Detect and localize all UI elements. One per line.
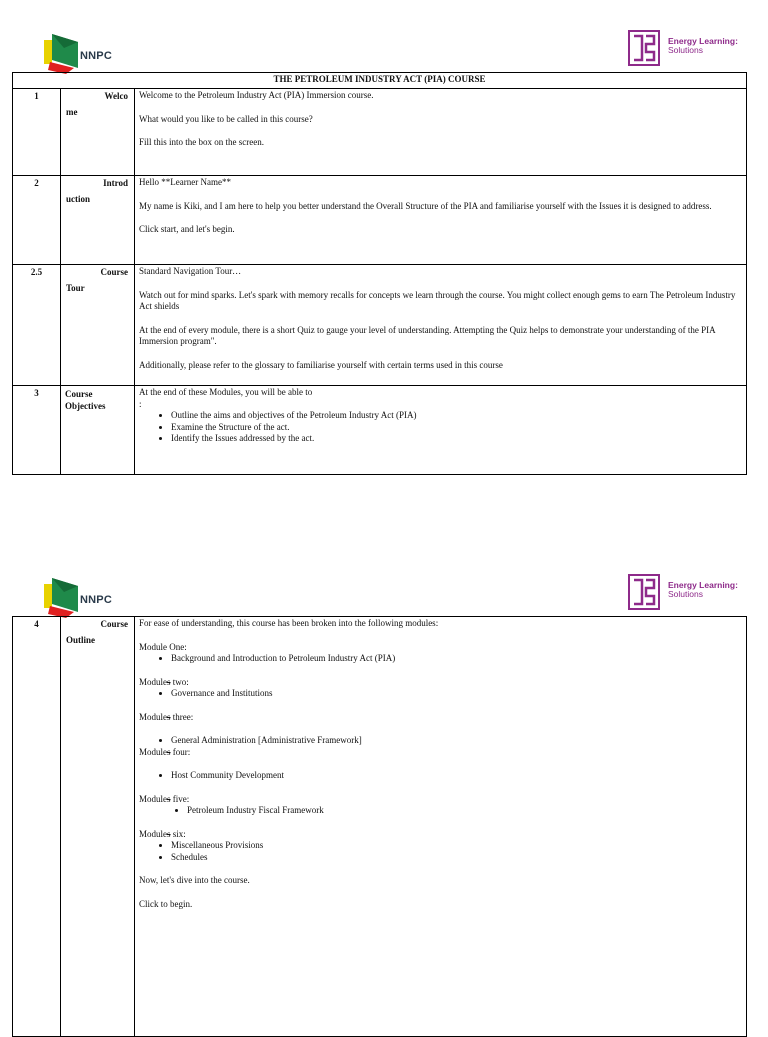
els-logo-line1: Energy Learning: [668, 36, 738, 46]
row-label-line2: me [66, 107, 78, 117]
row-number: 2 [13, 176, 61, 265]
paragraph: What would you like to be called in this course? [139, 113, 313, 124]
module-heading: Modules three: [139, 711, 194, 722]
module-list [139, 770, 742, 782]
row-number: 3 [13, 386, 61, 475]
nnpc-logo [44, 574, 134, 616]
paragraph: Additionally, please refer to the glossary to familiarise yourself with certain terms used in this course [139, 359, 503, 370]
module-list [139, 653, 742, 665]
page2-header [0, 574, 768, 622]
paragraph: At the end of these Modules, you will be able to [139, 387, 313, 397]
row-number: 1 [13, 89, 61, 176]
module-list [139, 805, 742, 817]
els-logo [628, 30, 768, 66]
list-item: • Identify the Issues addressed by the act. [171, 433, 742, 445]
row-label-line1: Course [100, 619, 128, 629]
list-item: • Examine the Structure of the act. [171, 422, 742, 434]
paragraph: Hello **Learner Name** [139, 177, 231, 187]
row-label-line1: Course [100, 267, 128, 277]
els-logo-line1: Energy Learning: [668, 580, 738, 590]
list-item: • Governance and Institutions [171, 688, 742, 700]
colon-text: : [139, 398, 142, 409]
table-row [13, 176, 747, 265]
paragraph: Click to begin. [139, 898, 193, 909]
row-label-line1: Course [65, 389, 93, 399]
course-table-page2 [12, 616, 747, 1037]
nnpc-logo [44, 30, 134, 72]
list-item: • Schedules [171, 852, 742, 864]
course-title: THE PETROLEUM INDUSTRY ACT (PIA) COURSE [13, 73, 747, 89]
paragraph: Click start, and let's begin. [139, 224, 235, 234]
row-label-line2: Objectives [65, 401, 106, 411]
row-content [135, 265, 747, 386]
row-label [61, 89, 135, 176]
module-heading: Module One: [139, 641, 187, 652]
paragraph: Fill this into the box on the screen. [139, 137, 264, 147]
row-content [135, 617, 747, 1037]
module-list [139, 735, 742, 747]
paragraph: My name is Kiki, and I am here to help you better understand the Overall Structure of the PIA and familiarise yourself with the Issues it is designed to address. [139, 200, 712, 211]
row-label-line2: Outline [66, 635, 96, 645]
row-label-line1: Welco [104, 91, 128, 101]
nnpc-emblem-icon [44, 30, 84, 74]
els-logo-line2: Solutions [668, 45, 703, 55]
list-item: • Host Community Development [171, 770, 742, 782]
module-list [139, 688, 742, 700]
els-logo [628, 574, 768, 610]
nnpc-emblem-icon [44, 574, 84, 618]
module-heading: Modules two: [139, 676, 189, 687]
row-label-line1: Introd [103, 178, 128, 188]
table-row [13, 265, 747, 386]
list-item: • Miscellaneous Provisions [171, 840, 742, 852]
table-row [13, 386, 747, 475]
paragraph: Watch out for mind sparks. Let's spark with memory recalls for concepts we learn through the course. You might collect enough gems to earn The Petroleum Industry Act shields [139, 289, 736, 311]
paragraph: At the end of every module, there is a short Quiz to gauge your level of understanding. Attempting the Quiz helps to demonstrate your understanding of the PIA Immersion program". [139, 324, 716, 346]
list-item: • Outline the aims and objectives of the Petroleum Industry Act (PIA) [171, 410, 742, 422]
els-emblem-icon [628, 30, 660, 66]
nnpc-logo-text: NNPC [80, 50, 112, 62]
paragraph: Now, let's dive into the course. [139, 875, 250, 885]
paragraph: Welcome to the Petroleum Industry Act (PIA) Immersion course. [139, 90, 374, 100]
objectives-list [139, 410, 742, 445]
course-table-page1 [12, 72, 747, 475]
row-content [135, 386, 747, 475]
paragraph: For ease of understanding, this course has been broken into the following modules: [139, 618, 439, 628]
row-label [61, 617, 135, 1037]
table-row [13, 617, 747, 1037]
module-heading: Modules six: [139, 828, 186, 839]
page1-header [0, 30, 768, 78]
module-list [139, 840, 742, 863]
row-label [61, 265, 135, 386]
paragraph: Standard Navigation Tour… [139, 266, 242, 276]
row-label-line2: uction [66, 194, 91, 204]
table-row [13, 89, 747, 176]
row-label [61, 176, 135, 265]
row-number: 2.5 [13, 265, 61, 386]
nnpc-logo-text: NNPC [80, 594, 112, 606]
list-item: • Petroleum Industry Fiscal Framework [187, 805, 742, 817]
els-logo-line2: Solutions [668, 589, 703, 599]
row-content [135, 176, 747, 265]
list-item: • Background and Introduction to Petroleum Industry Act (PIA) [171, 653, 742, 665]
list-item: • General Administration [Administrative Framework] [171, 735, 742, 747]
row-label-line2: Tour [66, 283, 85, 293]
module-heading: Modules four: [139, 746, 191, 757]
module-heading: Modules five: [139, 793, 190, 804]
row-content [135, 89, 747, 176]
row-number: 4 [13, 617, 61, 1037]
els-emblem-icon [628, 574, 660, 610]
row-label [61, 386, 135, 475]
